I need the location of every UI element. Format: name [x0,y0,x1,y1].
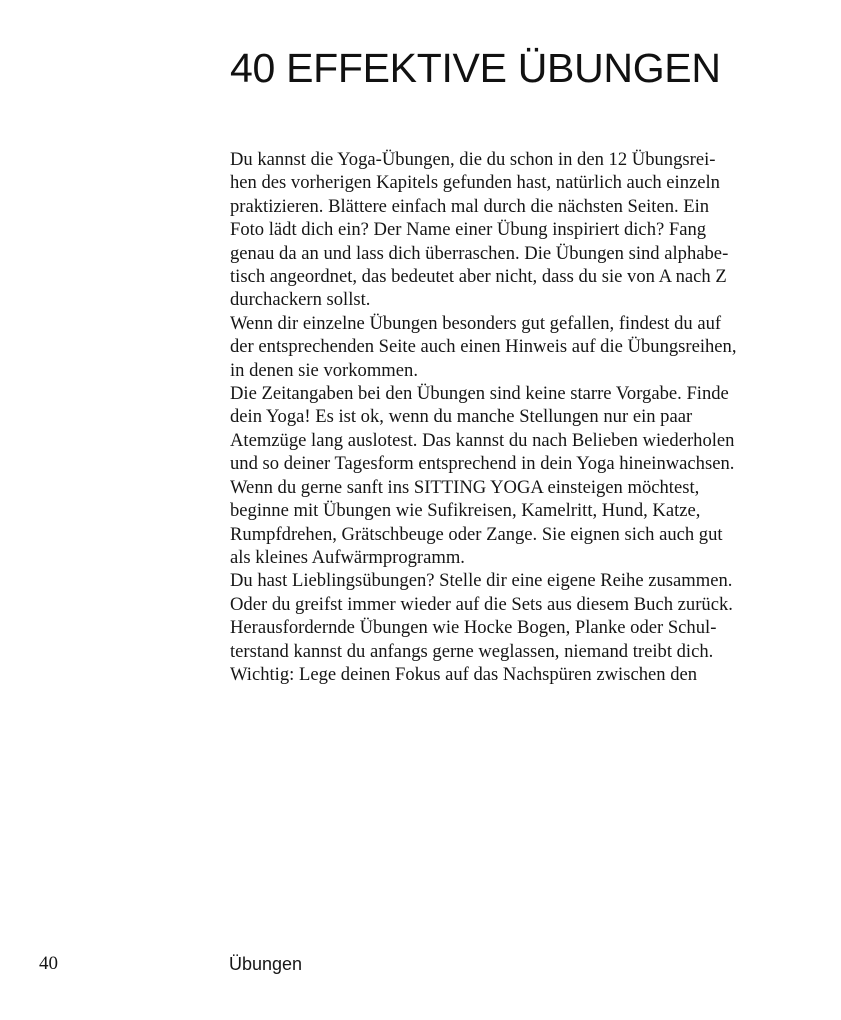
body-line: Wichtig: Lege deinen Fokus auf das Nachspüren zwischen den [230,663,698,685]
body-text [230,148,750,686]
body-line: hen des vorherigen Kapitels gefunden hast, natürlich auch einzeln [230,172,720,194]
body-line: Rumpfdrehen, Grätschbeuge oder Zange. Sie eignen sich auch gut [230,523,723,545]
body-line: und so deiner Tagesform entsprechend in dein Yoga hineinwachsen. [230,453,735,475]
footer-section-title: Übungen [229,954,303,974]
body-line: Wenn dir einzelne Übungen besonders gut gefallen, findest du auf [230,312,722,334]
body-line: Du hast Lieblingsübungen? Stelle dir eine eigene Reihe zusammen. [230,570,733,592]
body-line: genau da an und lass dich überraschen. Die Übungen sind alphabe- [230,242,729,264]
body-line: Du kannst die Yoga-Übungen, die du schon in den 12 Übungsrei- [230,149,716,170]
body-line: der entsprechenden Seite auch einen Hinweis auf die Übungsreihen, [230,336,737,358]
body-line: Wenn du gerne sanft ins SITTING YOGA einsteigen möchtest, [230,476,700,498]
body-line: Herausfordernde Übungen wie Hocke Bogen, Planke oder Schul- [230,617,717,639]
body-line: Die Zeitangaben bei den Übungen sind keine starre Vorgabe. Finde [230,383,729,405]
body-line: als kleines Aufwärmprogramm. [230,546,465,568]
body-line: durchackern sollst. [230,289,371,311]
body-line: Atemzüge lang auslotest. Das kannst du nach Belieben wiederholen [230,429,735,451]
body-line: praktizieren. Blättere einfach mal durch die nächsten Seiten. Ein [230,195,710,217]
body-line: dein Yoga! Es ist ok, wenn du manche Stellungen nur ein paar [230,406,693,428]
page-number: 40 [39,953,58,974]
body-line: Oder du greifst immer wieder auf die Sets aus diesem Buch zurück. [230,593,733,615]
page-title: 40 EFFEKTIVE ÜBUNGEN [230,45,721,91]
body-line: beginne mit Übungen wie Sufikreisen, Kamelritt, Hund, Katze, [230,500,701,522]
body-line: Foto lädt dich ein? Der Name einer Übung inspiriert dich? Fang [230,219,707,241]
body-line: terstand kannst du anfangs gerne weglassen, niemand treibt dich. [230,640,714,662]
body-line: in denen sie vorkommen. [230,359,418,381]
body-line: tisch angeordnet, das bedeutet aber nicht, dass du sie von A nach Z [230,266,727,288]
